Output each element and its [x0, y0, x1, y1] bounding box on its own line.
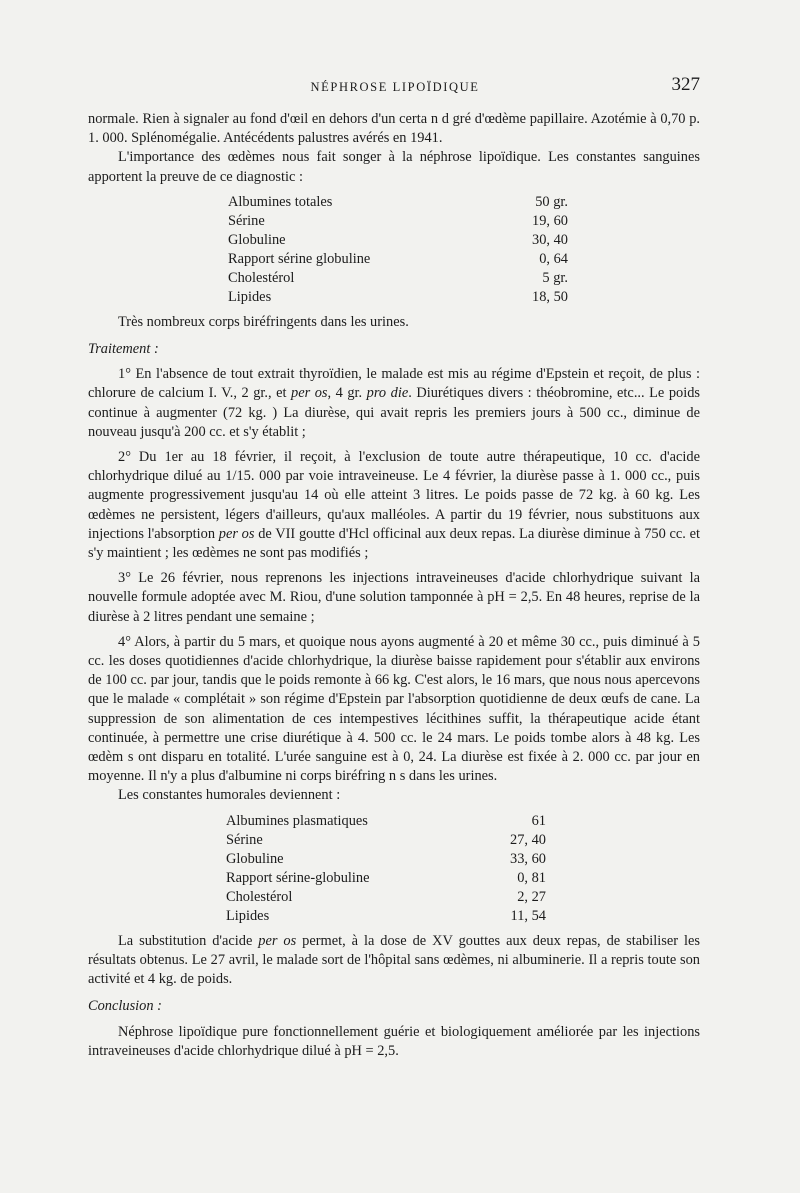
table-row — [228, 288, 568, 307]
text-segment: La substitution d'acide — [118, 932, 259, 949]
paragraph-step-4: 4° Alors, à partir du 5 mars, et quoique nous ayons augmenté à 20 et même 30 cc., puis diminué à 5 cc. les doses quotidiennes d'acide chlorhydrique, la diurèse baisse rapidement pour s'établir aux environs de 100 cc. par jour, tandis que le poids remonte à 66 kg. C'est alors, le 16 mars, que nous nous apercevons que le malade « complétait » son régime d'Epstein par l'absorption quotidienne de deux œufs de cane. La suppression de son alimentation de ces intempestives lécithines suffit, la thérapeutique acide étant continuée, à permettre une crise diurétique à 4. 500 cc. le 24 mars. Le poids tombe alors à 48 kg. Les œdèm s ont disparu en totalité. L'urée sanguine est à 0, 24. La diurèse est fixée à 2. 000 cc. par jour en moyenne. Il n'y a plus d'albumine ni corps biréfring n s dans les urines. — [88, 633, 700, 785]
text-segment: de VII goutte d'Hcl officinal aux deux repas. La diurèse diminue à 750 cc. et s'y maintient ; les œdèmes ne sont pas modifiés ; — [88, 525, 701, 562]
text-segment: 1° En l'absence de tout extrait thyroïdien, le malade est mis au régime d'Epstein et reçoit, de plus : chlorure de calcium I. V., 2 gr., et — [88, 366, 700, 402]
table-row — [226, 907, 546, 926]
row-value: 19, 60 — [532, 212, 568, 229]
table-row — [226, 812, 546, 831]
row-value: 0, 64 — [539, 250, 568, 267]
paragraph-step-3: 3° Le 26 février, nous reprenons les injections intraveineuses d'acide chlorhydrique suivant la nouvelle formule adoptée avec M. Riou, d'une solution tamponnée à pH = 2,5. En 48 heures, reprise de la diurèse à 2 litres pendant une semaine ; — [88, 570, 700, 625]
row-label: Lipides — [226, 907, 270, 924]
text-italic: per os — [291, 385, 328, 402]
row-value: 50 gr. — [535, 193, 568, 210]
text-italic: per os — [258, 932, 297, 949]
paragraph-importance: L'importance des œdèmes nous fait songer à la néphrose lipoïdique. Les constantes sanguines apportent la preuve de ce diagnostic : — [88, 149, 700, 185]
row-label: Globuline — [226, 850, 284, 867]
paragraph-corps: Très nombreux corps biréfringents dans les urines. — [118, 313, 409, 330]
paragraph-conclusion: Néphrose lipoïdique pure fonctionnellement guérie et biologiquement améliorée par les injections intraveineuses d'acide chlorhydrique dilué à pH = 2,5. — [88, 1023, 700, 1059]
text-segment: permet, à la dose de XV gouttes aux deux repas, de stabiliser les résultats obtenus. Le 27 avril, le malade sort de l'hôpital sans œdèmes, ni albuminerie. Il a repris toute son activité et 4 kg. de poids. — [88, 932, 700, 988]
row-label: Sérine — [226, 831, 263, 848]
table-row — [226, 869, 546, 888]
table-row — [228, 250, 568, 269]
row-label: Cholestérol — [228, 269, 295, 286]
row-value: 2, 27 — [517, 888, 546, 905]
table-row — [226, 850, 546, 869]
row-value: 61 — [531, 812, 546, 829]
body-text — [88, 110, 700, 1061]
text-segment: , 4 gr. — [327, 385, 367, 402]
paragraph-constantes: Les constantes humorales deviennent : — [118, 787, 341, 804]
text-italic: per os — [218, 525, 255, 542]
row-label: Albumines totales — [228, 193, 333, 210]
row-value: 30, 40 — [532, 231, 568, 248]
page-header — [90, 74, 700, 102]
table-row — [228, 231, 568, 250]
paragraph-substitution — [88, 932, 700, 990]
table-row — [228, 269, 568, 288]
text-segment: . Diurétiques divers : théobromine, etc... Le poids continue à augmenter (72 kg. ) La diurèse, qui avait repris les premiers jours à 500 cc., diminue de nouveau jusqu'à 200 cc. et s'y établit ; — [88, 385, 701, 440]
row-label: Globuline — [228, 231, 286, 248]
table-row — [226, 831, 546, 850]
row-value: 27, 40 — [510, 831, 546, 848]
blood-constants-table-1 — [228, 193, 568, 307]
text-segment: 2° Du 1er au 18 février, il reçoit, à l'exclusion de toute autre thérapeutique, 10 cc. d'acide chlorhydrique dilué au 1/15. 000 par voie intraveineuse. Le 4 février, la diurèse passe à 1. 000 cc., puis augmente progressivement jusqu'au 14 où elle atteint 3 litres. Le poids passe de 72 kg. à 60 kg. Les œdèmes ne persistent, légers d'ailleurs, qu'aux malléoles. A partir du 19 février, nous substituons aux injections l'absorption — [88, 449, 700, 542]
text-italic: pro die — [366, 385, 409, 402]
table-row — [226, 888, 546, 907]
blood-constants-table-2 — [226, 812, 546, 926]
row-label: Sérine — [228, 212, 265, 229]
row-value: 33, 60 — [510, 850, 546, 867]
heading-conclusion: Conclusion : — [88, 998, 162, 1015]
row-label: Cholestérol — [226, 888, 293, 905]
heading-traitement: Traitement : — [88, 341, 159, 358]
paragraph-intro: normale. Rien à signaler au fond d'œil en dehors d'un certa n d gré d'œdème papillaire. Azotémie à 0,70 p. 1. 000. Splénomégalie. Antécédents palustres avérés en 1941. — [88, 111, 700, 147]
table-row — [228, 193, 568, 212]
table-row — [228, 212, 568, 231]
paragraph-step-2 — [88, 448, 700, 563]
row-label: Rapport sérine globuline — [228, 250, 371, 267]
paragraph-step-1 — [88, 365, 700, 442]
row-value: 18, 50 — [532, 288, 568, 305]
row-value: 11, 54 — [510, 907, 546, 924]
row-value: 0, 81 — [517, 869, 546, 886]
row-label: Albumines plasmatiques — [226, 812, 368, 829]
row-label: Lipides — [228, 288, 272, 305]
row-label: Rapport sérine-globuline — [226, 869, 370, 886]
running-title: NÉPHROSE LIPOÏDIQUE — [310, 80, 480, 94]
row-value: 5 gr. — [542, 269, 568, 286]
page-number: 327 — [671, 74, 700, 95]
